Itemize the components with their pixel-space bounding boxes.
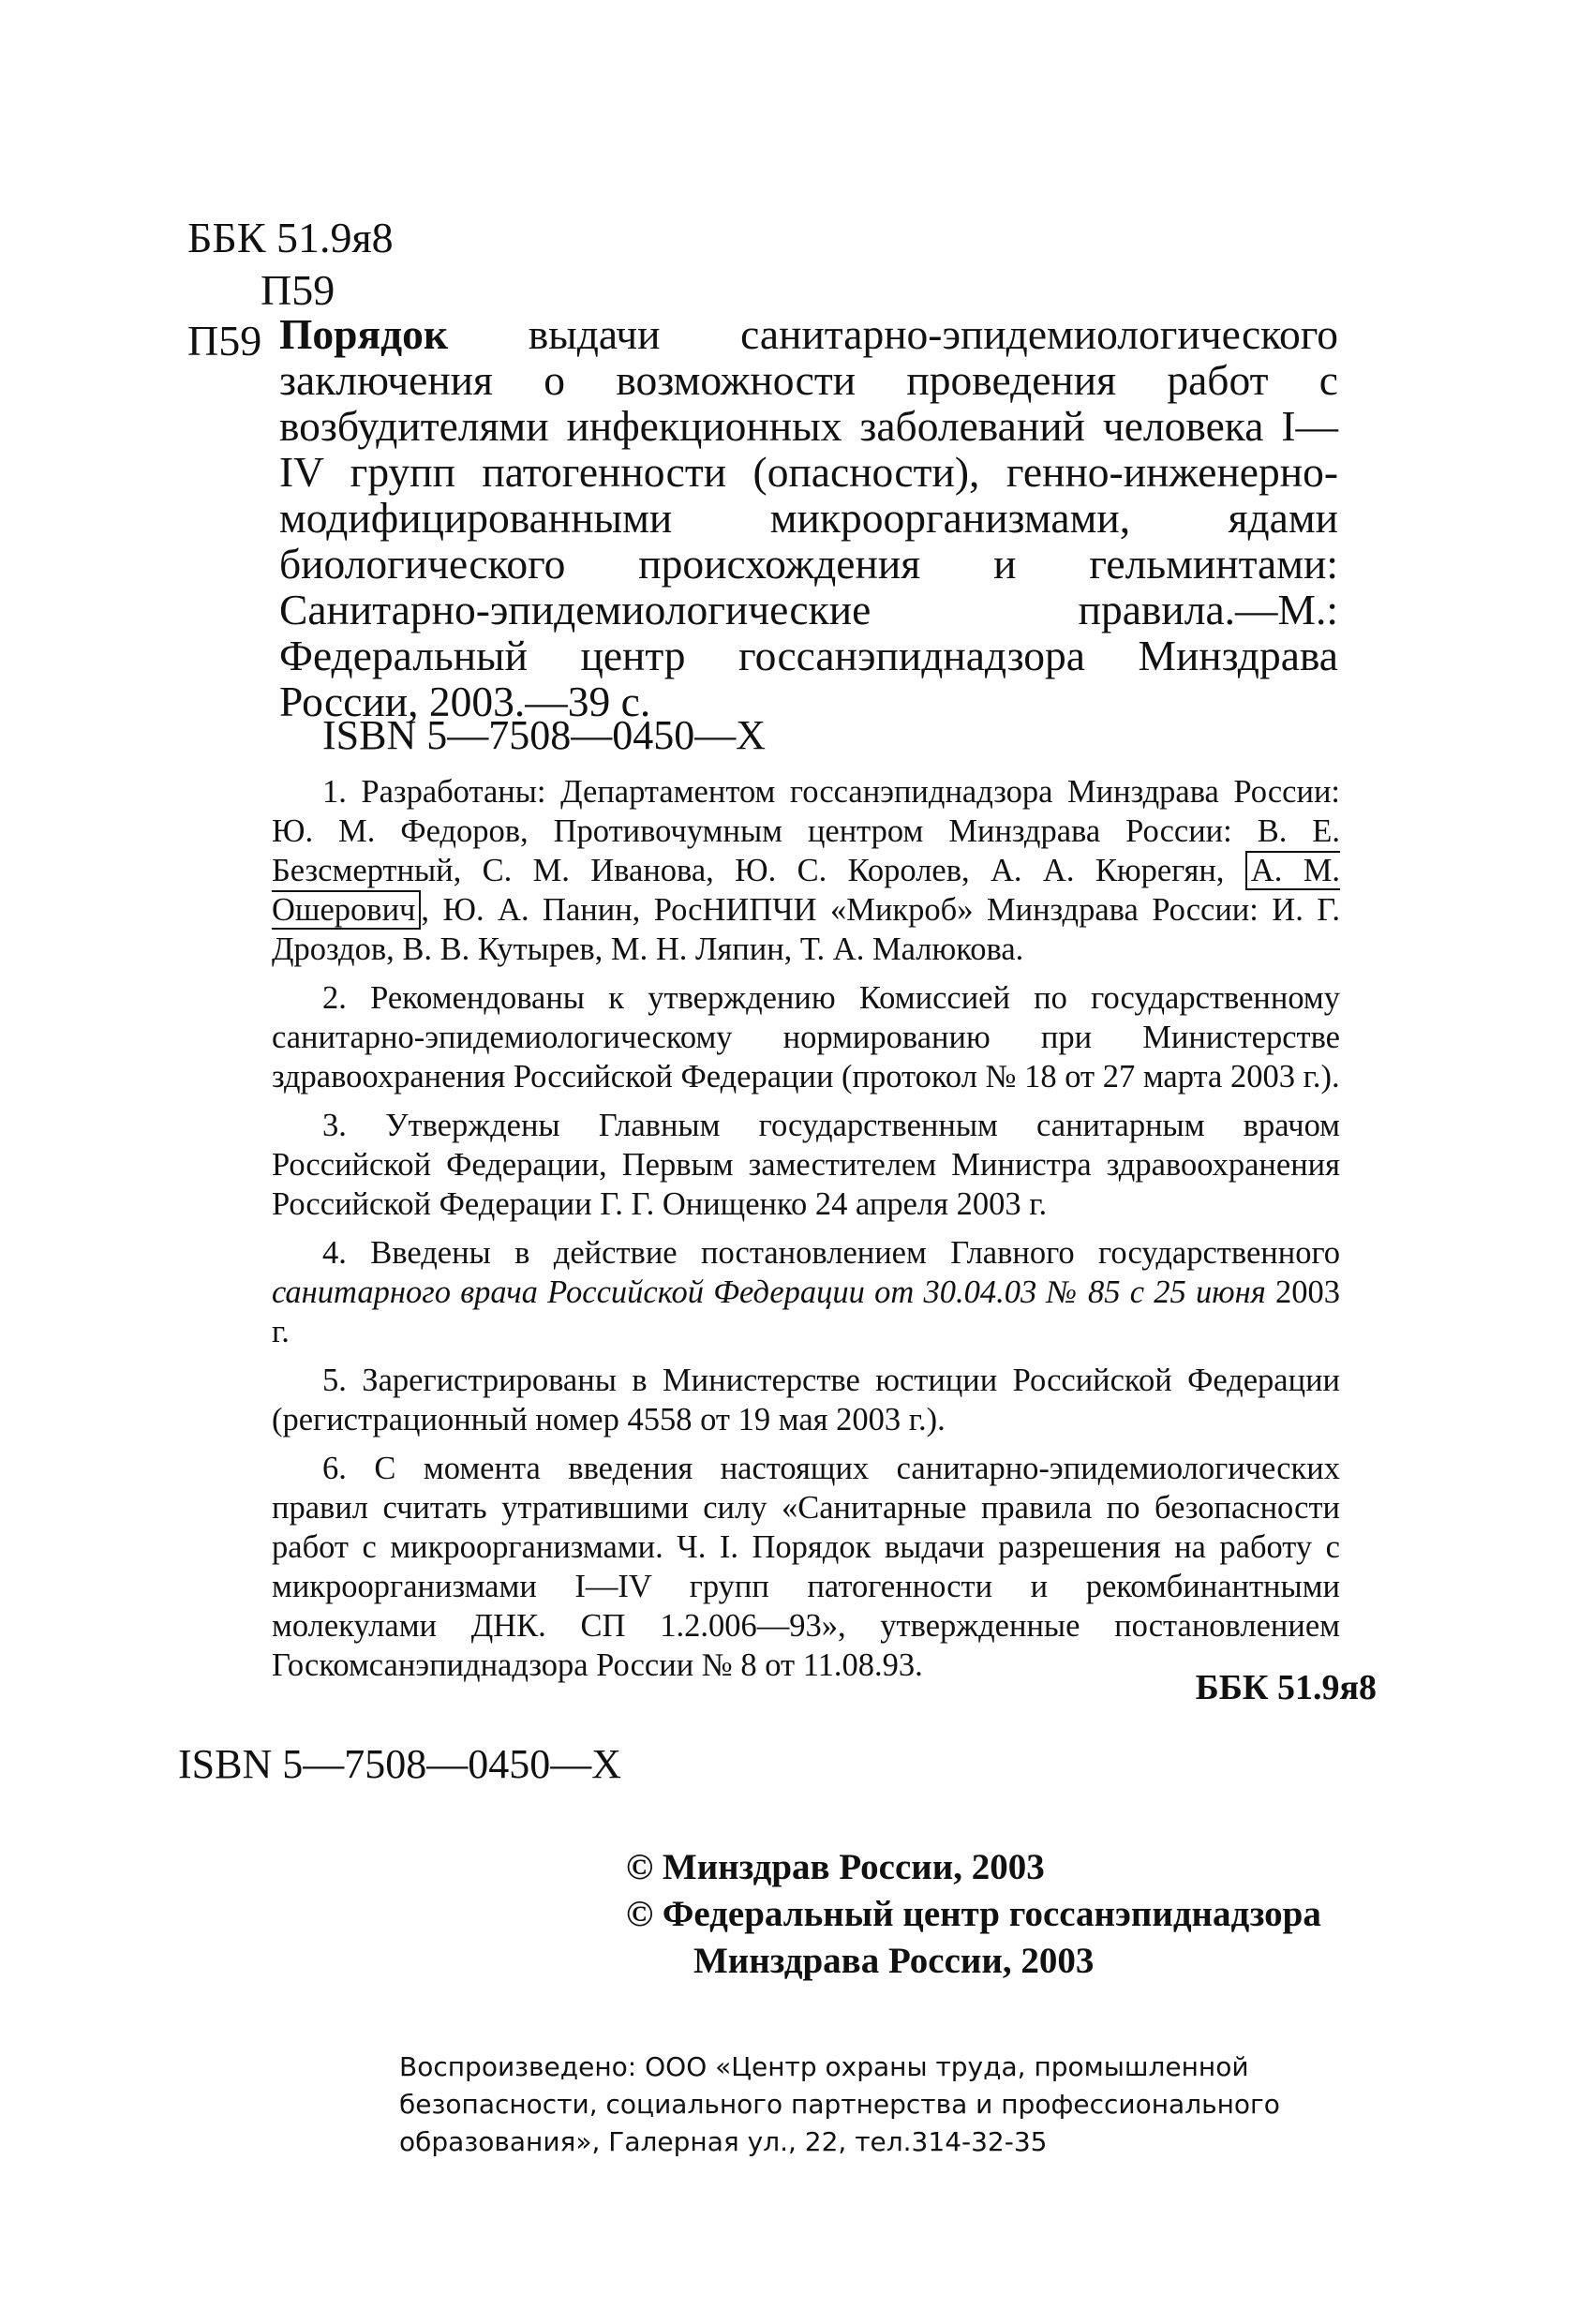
reproduction-line-2: безопасности, социального партнерства и профессионального — [399, 2089, 1280, 2120]
note-4-text-b: санитарного врача Российской Федерации от 30.04.03 № 85 с 25 июня — [272, 1274, 1266, 1310]
copyright-line-3: Минздрава России, 2003 — [693, 1941, 1095, 1981]
bbk-code-bottom: ББК 51.9я8 — [1195, 1668, 1377, 1707]
copyright-line-1: © Минздрав России, 2003 — [626, 1847, 1045, 1887]
reproduction-note — [399, 2048, 1393, 2161]
note-1 — [272, 772, 1340, 969]
bibliographic-entry — [279, 311, 1338, 724]
author-mark-left: П59 — [187, 317, 262, 365]
note-4-text-a: 4. Введены в действие постановлением Главного государственного — [322, 1235, 1340, 1271]
isbn-entry: ISBN 5—7508—0450—X — [322, 712, 767, 758]
reproduction-line-3: образования», Галерная ул., 22, тел.314-32-35 — [399, 2126, 1048, 2157]
note-2: 2. Рекомендованы к утверждению Комиссией по государственному санитарно-эпидемиологическому нормированию при Министерстве здравоохранения Российской Федерации (протокол № 18 от 27 марта 2003 г.). — [272, 980, 1340, 1095]
note-1-boxed-name: А. М. Ошерович — [272, 853, 1341, 928]
note-1-text-a: 1. Разработаны: Департаментом госсанэпиднадзора Минздрава России: Ю. М. Федоров, Противочумным центром Минздрава России: В. Е. Безсмертный, С. М. Иванова, Ю. С. Королев, А. А. Кюрегян, — [272, 774, 1340, 888]
note-4-text-c: 2003 г. — [272, 1274, 1340, 1349]
note-6: 6. С момента введения настоящих санитарно-эпидемиологических правил считать утратившими силу «Санитарные правила по безопасности работ с микроорганизмами. Ч. I. Порядок выдачи разрешения на работу с микроорганизмами I—IV групп патогенности и рекомбинантными молекулами ДНК. СП 1.2.006—93», утвержденные постановлением Госкомсанэпиднадзора России № 8 от 11.08.93. — [272, 1451, 1340, 1683]
note-1-text-b: , Ю. А. Панин, РосНИПЧИ «Микроб» Минздрава России: И. Г. Дроздов, В. В. Кутырев, М. Н. Ляпин, Т. А. Малюкова. — [272, 892, 1340, 967]
entry-description: выдачи санитарно-эпидемиологического заключения о возможности проведения работ с возбудителями инфекционных заболеваний человека I—IV групп патогенности (опасности), генно-инженерно-модифицированными микроорганизмами, ядами биологического происхождения и гельминтами: Санитарно-эпидемиологические правила.—М.: Федеральный центр госсанэпиднадзора Минздрава России, 2003.—39 с. — [279, 310, 1339, 725]
note-3: 3. Утверждены Главным государственным санитарным врачом Российской Федерации, Первым заместителем Министра здравоохранения Российской Федерации Г. Г. Онищенко 24 апреля 2003 г. — [272, 1108, 1340, 1222]
author-mark: П59 — [261, 266, 335, 314]
publication-notes — [272, 772, 1340, 1685]
bbk-code-top: ББК 51.9я8 — [187, 214, 394, 261]
note-4 — [272, 1233, 1340, 1351]
reproduction-line-1: Воспроизведено: ООО «Центр охраны труда, промышленной — [399, 2051, 1249, 2082]
entry-title: Порядок — [279, 310, 449, 358]
copyright-line-2: © Федеральный центр госсанэпиднадзора — [626, 1894, 1321, 1934]
copyright-block — [626, 1844, 1321, 1985]
note-5: 5. Зарегистрированы в Министерстве юстиции Российской Федерации (регистрационный номер 4558 от 19 мая 2003 г.). — [272, 1363, 1340, 1438]
isbn-main: ISBN 5—7508—0450—X — [178, 1741, 622, 1787]
